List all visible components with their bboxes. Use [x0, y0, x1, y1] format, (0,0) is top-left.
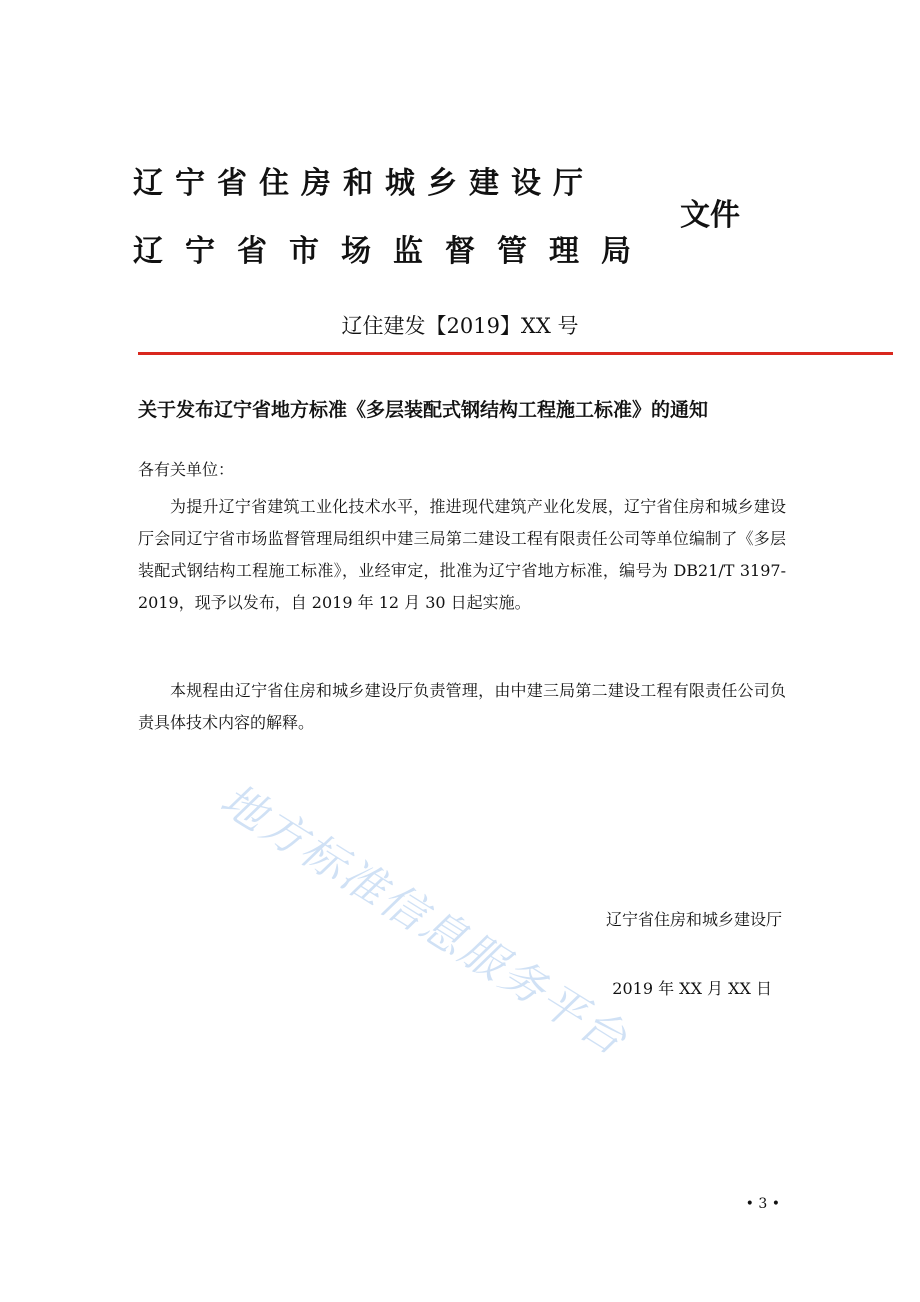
- signature-org: 辽宁省住房和城乡建设厅: [605, 910, 782, 929]
- body-paragraph-2: 本规程由辽宁省住房和城乡建设厅负责管理，由中建三局第二建设工程有限责任公司负责具体技术内容的解释。: [138, 681, 786, 732]
- file-label: 文件: [680, 198, 740, 233]
- salutation: 各有关单位：: [138, 460, 235, 479]
- signature-date: 2019 年 XX 月 XX 日: [612, 979, 772, 998]
- body-paragraph-1: 为提升辽宁省建筑工业化技术水平，推进现代建筑产业化发展，辽宁省住房和城乡建设厅会同辽宁省市场监督管理局组织中建三局第二建设工程有限责任公司等单位编制了《多层装配式钢结构工程施工标准》，业经审定，批准为辽宁省地方标准，编号为 DB21/T 3197-2019，现予以发布，自 2019 年 12 月 30 日起实施。: [138, 497, 786, 612]
- issuer-line-market: 辽宁省市场监督管理局: [133, 234, 653, 269]
- issuer-line-housing: 辽宁省住房和城乡建设厅: [133, 166, 595, 201]
- document-number: 辽住建发【2019】XX 号: [341, 314, 579, 338]
- page-number: • 3 •: [745, 1196, 780, 1212]
- watermark: 地方标准信息服务平台: [211, 774, 638, 1067]
- red-divider: [138, 352, 893, 355]
- notice-title: 关于发布辽宁省地方标准《多层装配式钢结构工程施工标准》的通知: [138, 399, 709, 421]
